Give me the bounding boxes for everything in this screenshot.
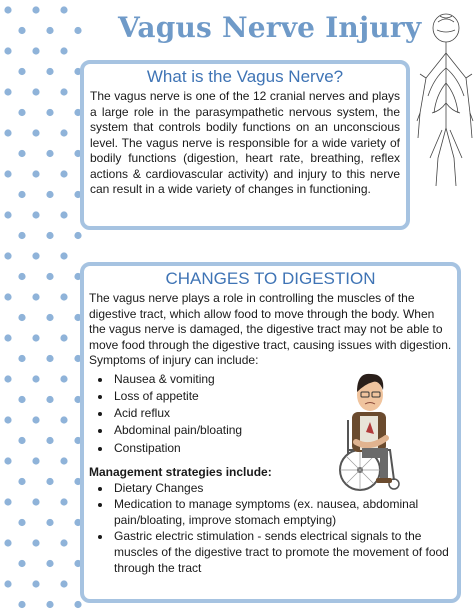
nervous-system-illustration [416, 8, 474, 188]
decorative-dot [4, 293, 11, 300]
decorative-dot [60, 252, 67, 259]
decorative-dot [32, 252, 39, 259]
decorative-dot [32, 375, 39, 382]
decorative-dot [4, 47, 11, 54]
decorative-dot [32, 293, 39, 300]
decorative-dot [46, 191, 53, 198]
decorative-dot [46, 273, 53, 280]
section-body: The vagus nerve is one of the 12 cranial nerves and plays a large role in the parasympathetic nervous system, the system that controls bodily functions on an unconscious level. The vagus nerve is responsible for a wide variety of bodily functions (digestion, heart rate, breathing, reflex actions & cardiovascular activity) and injury to this nerve can result in a wide variety of changes in functioning. [90, 89, 400, 196]
list-item: • Gastric electric stimulation - sends electrical signals to the muscles of the digestive tract to promote the movement of food through the tract [112, 528, 457, 576]
decorative-dot [46, 601, 53, 608]
decorative-dot [46, 27, 53, 34]
decorative-dot [60, 498, 67, 505]
list-item: • Constipation [112, 440, 457, 457]
decorative-dot [60, 539, 67, 546]
section-what-is-vagus-nerve [80, 60, 410, 230]
decorative-dot [18, 109, 25, 116]
person-in-wheelchair-illustration [330, 362, 410, 492]
decorative-dot [32, 88, 39, 95]
decorative-dot [46, 232, 53, 239]
decorative-dot [4, 580, 11, 587]
decorative-dot [60, 6, 67, 13]
decorative-dot [18, 150, 25, 157]
decorative-dot [60, 47, 67, 54]
decorative-dot [60, 457, 67, 464]
decorative-dot [18, 519, 25, 526]
decorative-dot [18, 437, 25, 444]
decorative-dot [74, 232, 81, 239]
decorative-dot [60, 375, 67, 382]
list-item: • Nausea & vomiting [112, 371, 457, 388]
decorative-dot [32, 47, 39, 54]
decorative-dot [4, 211, 11, 218]
decorative-dot [18, 560, 25, 567]
decorative-dot [60, 580, 67, 587]
decorative-dot [18, 314, 25, 321]
decorative-dot [74, 601, 81, 608]
decorative-dot [60, 170, 67, 177]
decorative-dot [4, 88, 11, 95]
list-item: • Medication to manage symptoms (ex. nausea, abdominal pain/bloating, improve stomach emptying) [112, 496, 457, 528]
decorative-dot [32, 170, 39, 177]
decorative-dot [18, 191, 25, 198]
decorative-dot [60, 211, 67, 218]
decorative-dot [18, 27, 25, 34]
decorative-dot [32, 498, 39, 505]
decorative-dot [4, 170, 11, 177]
decorative-dot [18, 396, 25, 403]
decorative-dot [18, 232, 25, 239]
decorative-dot [60, 334, 67, 341]
decorative-dot [18, 68, 25, 75]
decorative-dot [46, 478, 53, 485]
decorative-dot [18, 478, 25, 485]
section-heading: What is the Vagus Nerve? [146, 67, 344, 86]
decorative-dot [32, 580, 39, 587]
decorative-dot [60, 129, 67, 136]
decorative-dot [46, 396, 53, 403]
management-heading: Management strategies include: [89, 464, 272, 479]
decorative-dot [4, 6, 11, 13]
decorative-dot [32, 457, 39, 464]
decorative-dot [32, 416, 39, 423]
decorative-dot [46, 109, 53, 116]
list-item: • Acid reflux [112, 405, 457, 422]
section-heading: CHANGES TO DIGESTION [165, 269, 376, 288]
decorative-dot [32, 211, 39, 218]
decorative-dot [4, 334, 11, 341]
section-body: The vagus nerve plays a role in controlling the muscles of the digestive tract, which allow food to move through the body. When the vagus nerve is damaged, the digestive tract may not be able to move food through the digestive tract, causing issues with digestion. Symptoms of injury can include: [89, 291, 452, 367]
decorative-dot [4, 129, 11, 136]
decorative-dot [18, 273, 25, 280]
decorative-dot [18, 601, 25, 608]
decorative-dot [46, 314, 53, 321]
decorative-dot [4, 375, 11, 382]
decorative-dot [4, 539, 11, 546]
decorative-dot [4, 416, 11, 423]
decorative-dot [46, 68, 53, 75]
decorative-dot [60, 293, 67, 300]
decorative-dot [74, 27, 81, 34]
decorative-dot [32, 6, 39, 13]
decorative-dot [4, 498, 11, 505]
decorative-dot [18, 355, 25, 362]
decorative-dot [32, 539, 39, 546]
decorative-dot-pattern [0, 0, 84, 613]
strategies-list [84, 480, 457, 576]
list-item: • Abdominal pain/bloating [112, 422, 457, 439]
decorative-dot [46, 150, 53, 157]
list-item: • Loss of appetite [112, 388, 457, 405]
decorative-dot [60, 416, 67, 423]
decorative-dot [4, 457, 11, 464]
list-item: • Dietary Changes [112, 480, 457, 496]
decorative-dot [60, 88, 67, 95]
decorative-dot [46, 560, 53, 567]
decorative-dot [46, 437, 53, 444]
decorative-dot [46, 519, 53, 526]
decorative-dot [4, 252, 11, 259]
decorative-dot [32, 334, 39, 341]
decorative-dot [46, 355, 53, 362]
page-title: Vagus Nerve Injury [118, 11, 422, 44]
decorative-dot [32, 129, 39, 136]
